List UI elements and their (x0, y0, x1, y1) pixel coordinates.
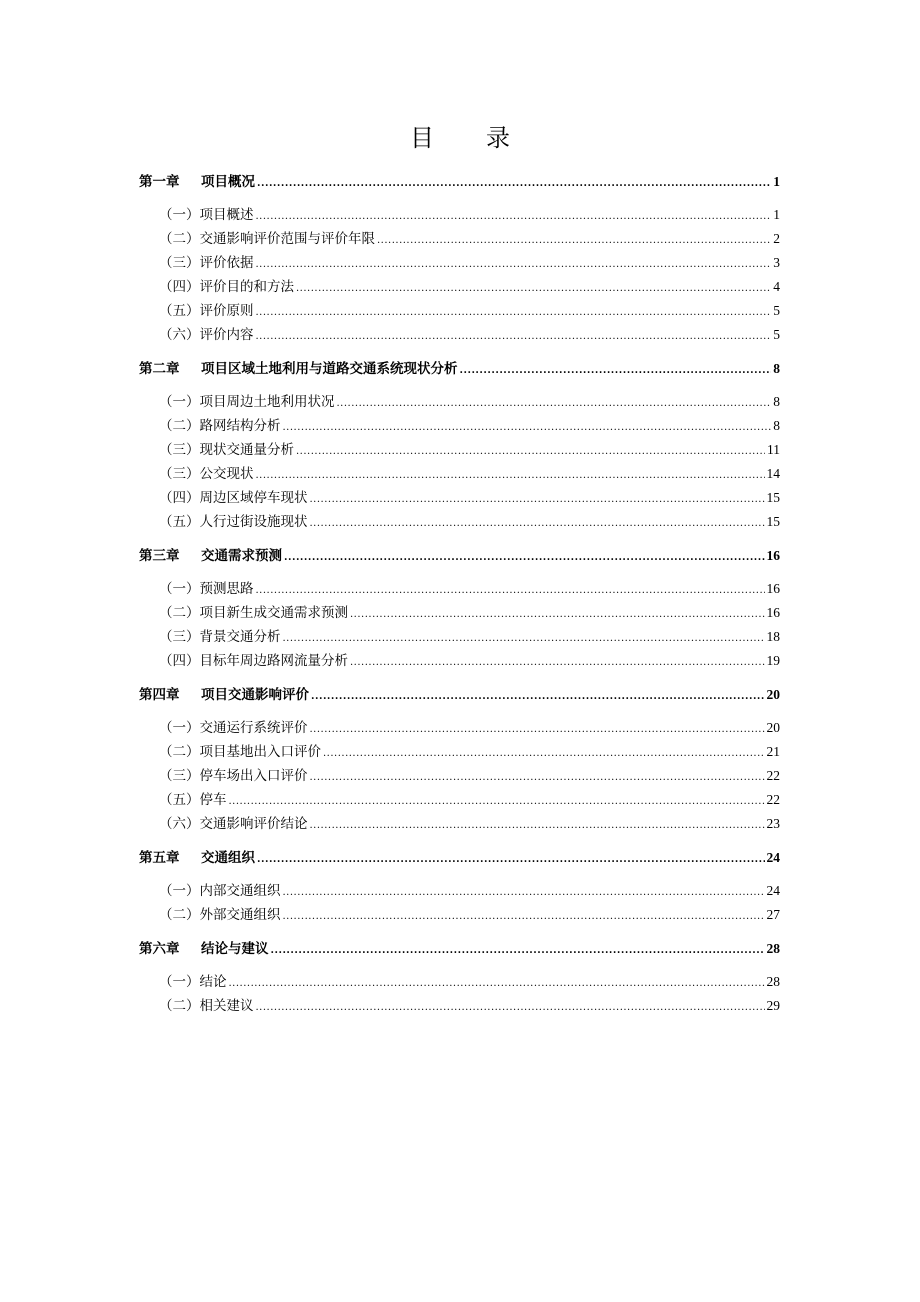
toc-chapter-entry[interactable] (139, 171, 780, 193)
dot-leader (310, 815, 765, 837)
toc-section-entry[interactable] (159, 487, 780, 509)
toc-page-number: 5 (773, 303, 780, 318)
toc-section-entry[interactable] (159, 463, 780, 485)
toc-entry-text: （一）项目概述 (159, 207, 254, 223)
toc-entry-text: 项目交通影响评价 (201, 687, 309, 703)
toc-entry-text: （四）目标年周边路网流量分析 (159, 653, 348, 669)
toc-section-entry[interactable] (159, 276, 780, 298)
toc-chapter-entry[interactable] (139, 545, 780, 567)
toc-page-number: 1 (773, 207, 780, 222)
toc-page-number: 8 (773, 418, 780, 433)
toc-entry-text: （五）停车 (159, 792, 227, 808)
dot-leader (310, 489, 765, 511)
dot-leader (311, 686, 765, 708)
toc-entry-label (159, 880, 281, 902)
dot-leader (337, 393, 772, 415)
dot-leader (310, 513, 765, 535)
chapter-number: 第二章 (139, 361, 180, 377)
dot-leader (256, 326, 772, 348)
toc-section-entry[interactable] (159, 602, 780, 624)
dot-leader (323, 743, 765, 765)
toc-section-entry[interactable] (159, 439, 780, 461)
dot-leader (229, 791, 765, 813)
toc-entry-text: （三）评价依据 (159, 255, 254, 271)
toc-section-entry[interactable] (159, 650, 780, 672)
toc-page-number: 24 (766, 883, 780, 898)
toc-entry-label (139, 545, 282, 567)
toc-entry-label (139, 938, 269, 960)
toc-page-number: 29 (766, 998, 780, 1013)
toc-entry-text: （六）交通影响评价结论 (159, 816, 308, 832)
toc-entry-text: 结论与建议 (201, 941, 269, 957)
dot-leader (310, 719, 765, 741)
toc-page-number: 20 (766, 720, 780, 735)
toc-entry-text: （一）预测思路 (159, 581, 254, 597)
toc-page-number: 18 (766, 629, 780, 644)
toc-entry-label (159, 741, 321, 763)
toc-page-number: 16 (766, 605, 780, 620)
toc-entry-text: （二）相关建议 (159, 998, 254, 1014)
toc-entry-text: （二）外部交通组织 (159, 907, 281, 923)
toc-section-entry[interactable] (159, 578, 780, 600)
toc-entry-text: （二）路网结构分析 (159, 418, 281, 434)
toc-entry-label (139, 358, 458, 380)
toc-section-entry[interactable] (159, 741, 780, 763)
dot-leader (257, 849, 765, 871)
toc-entry-label (159, 813, 308, 835)
toc-page-number: 27 (766, 907, 780, 922)
toc-page-number: 28 (766, 941, 780, 956)
toc-entry-text: （三）现状交通量分析 (159, 442, 294, 458)
chapter-number: 第一章 (139, 174, 180, 190)
toc-section-entry[interactable] (159, 880, 780, 902)
toc-entry-label (159, 511, 308, 533)
toc-section-entry[interactable] (159, 789, 780, 811)
toc-page-number: 22 (766, 768, 780, 783)
toc-entry-text: （一）项目周边土地利用状况 (159, 394, 335, 410)
toc-page-number: 5 (773, 327, 780, 342)
dot-leader (284, 547, 765, 569)
dot-leader (377, 230, 771, 252)
toc-entry-label (139, 847, 255, 869)
toc-entry-label (159, 300, 254, 322)
toc-entry-text: 项目概况 (201, 174, 255, 190)
toc-page-number: 15 (766, 490, 780, 505)
toc-entry-label (159, 415, 281, 437)
title-char: 录 (486, 124, 510, 152)
toc-entry-label (159, 578, 254, 600)
dot-leader (257, 173, 771, 195)
toc-entry-text: （五）评价原则 (159, 303, 254, 319)
toc-section-entry[interactable] (159, 904, 780, 926)
dot-leader (256, 580, 765, 602)
dot-leader (256, 206, 772, 228)
toc-entry-text: 交通组织 (201, 850, 255, 866)
toc-entry-label (159, 252, 254, 274)
toc-page-number: 8 (773, 394, 780, 409)
dot-leader (283, 906, 765, 928)
dot-leader (256, 302, 772, 324)
toc-entry-label (139, 684, 309, 706)
toc-section-entry[interactable] (159, 391, 780, 413)
toc-page-number: 11 (767, 442, 780, 457)
toc-section-entry[interactable] (159, 204, 780, 226)
toc-section-entry[interactable] (159, 511, 780, 533)
toc-section-entry[interactable] (159, 626, 780, 648)
toc-page-number: 22 (766, 792, 780, 807)
toc-section-entry[interactable] (159, 252, 780, 274)
toc-section-entry[interactable] (159, 300, 780, 322)
toc-entry-text: （一）交通运行系统评价 (159, 720, 308, 736)
dot-leader (460, 360, 772, 382)
toc-entry-text: （五）人行过街设施现状 (159, 514, 308, 530)
dot-leader (256, 465, 765, 487)
toc-entry-label (159, 439, 294, 461)
toc-entry-label (139, 171, 255, 193)
toc-page-number: 21 (766, 744, 780, 759)
chapter-number: 第五章 (139, 850, 180, 866)
toc-page-number: 2 (773, 231, 780, 246)
toc-page-number: 24 (766, 850, 780, 865)
toc-entry-text: （三）公交现状 (159, 466, 254, 482)
toc-entry-label (159, 391, 335, 413)
toc-page-number: 3 (773, 255, 780, 270)
toc-entry-text: （四）评价目的和方法 (159, 279, 294, 295)
toc-entry-label (159, 789, 227, 811)
toc-entry-label (159, 971, 227, 993)
toc-entry-label (159, 463, 254, 485)
dot-leader (271, 940, 765, 962)
toc-entry-label (159, 717, 308, 739)
toc-chapter-entry[interactable] (139, 938, 780, 960)
toc-entry-label (159, 276, 294, 298)
toc-entry-text: （一）结论 (159, 974, 227, 990)
toc-page-number: 23 (766, 816, 780, 831)
toc-page-number: 8 (773, 361, 780, 376)
dot-leader (310, 767, 765, 789)
dot-leader (283, 628, 765, 650)
dot-leader (296, 441, 765, 463)
toc-chapter-entry[interactable] (139, 358, 780, 380)
toc-entry-label (159, 602, 348, 624)
toc-page-number: 19 (766, 653, 780, 668)
toc-section-entry[interactable] (159, 415, 780, 437)
toc-entry-label (159, 650, 348, 672)
dot-leader (283, 882, 765, 904)
toc-entry-text: （三）背景交通分析 (159, 629, 281, 645)
toc-entry-text: （二）项目新生成交通需求预测 (159, 605, 348, 621)
toc-entry-text: （六）评价内容 (159, 327, 254, 343)
toc-entry-label (159, 995, 254, 1017)
dot-leader (350, 652, 765, 674)
toc-entry-label (159, 765, 308, 787)
toc-entry-label (159, 228, 375, 250)
toc-section-entry[interactable] (159, 717, 780, 739)
toc-entry-text: （一）内部交通组织 (159, 883, 281, 899)
toc-entry-label (159, 626, 281, 648)
toc-chapter-entry[interactable] (139, 847, 780, 869)
toc-entry-text: （二）交通影响评价范围与评价年限 (159, 231, 375, 247)
dot-leader (350, 604, 765, 626)
toc-entry-text: （二）项目基地出入口评价 (159, 744, 321, 760)
chapter-number: 第四章 (139, 687, 180, 703)
dot-leader (283, 417, 772, 439)
toc-entry-text: 项目区域土地利用与道路交通系统现状分析 (201, 361, 458, 377)
toc-page-number: 16 (766, 581, 780, 596)
toc-section-entry[interactable] (159, 765, 780, 787)
toc-entry-text: 交通需求预测 (201, 548, 282, 564)
dot-leader (256, 254, 772, 276)
toc-page-number: 15 (766, 514, 780, 529)
chapter-number: 第六章 (139, 941, 180, 957)
dot-leader (229, 973, 765, 995)
toc-entry-label (159, 324, 254, 346)
toc-section-entry[interactable] (159, 324, 780, 346)
toc-page-number: 28 (766, 974, 780, 989)
toc-page-number: 1 (773, 174, 780, 189)
dot-leader (296, 278, 771, 300)
toc-section-entry[interactable] (159, 971, 780, 993)
dot-leader (256, 997, 765, 1019)
toc-page-number: 14 (766, 466, 780, 481)
toc-page-number: 4 (773, 279, 780, 294)
toc-section-entry[interactable] (159, 813, 780, 835)
toc-chapter-entry[interactable] (139, 684, 780, 706)
toc-entry-label (159, 487, 308, 509)
chapter-number: 第三章 (139, 548, 180, 564)
toc-entry-text: （三）停车场出入口评价 (159, 768, 308, 784)
title-char: 目 (410, 124, 434, 152)
toc-page-number: 20 (766, 687, 780, 702)
toc-entry-label (159, 204, 254, 226)
toc-section-entry[interactable] (159, 228, 780, 250)
toc-section-entry[interactable] (159, 995, 780, 1017)
toc-entry-label (159, 904, 281, 926)
toc-page-number: 16 (766, 548, 780, 563)
toc-entry-text: （四）周边区域停车现状 (159, 490, 308, 506)
